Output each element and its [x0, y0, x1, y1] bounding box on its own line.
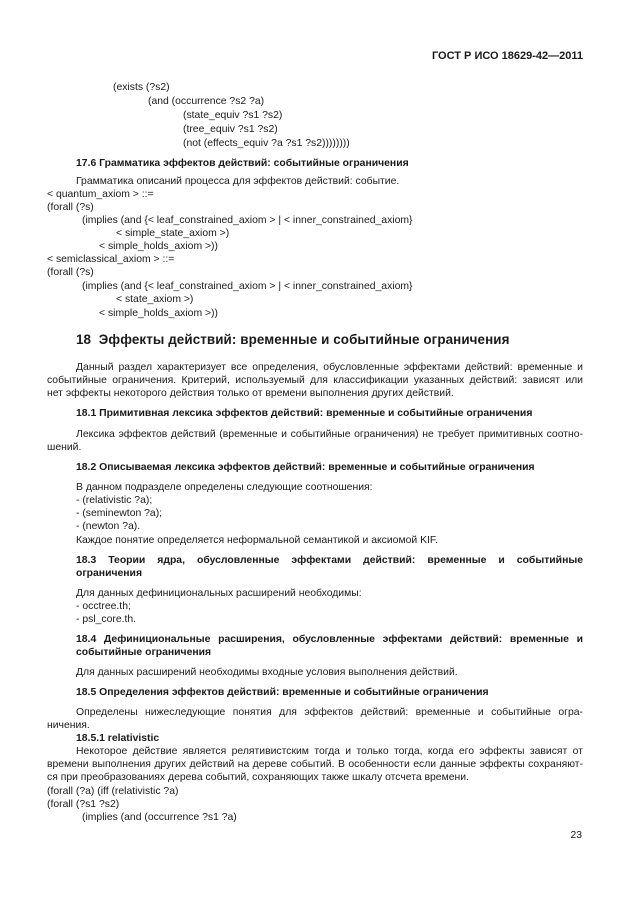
- section-heading-18-4-cont: событийные ограничения: [76, 647, 212, 658]
- code-line: < simple_holds_axiom >)): [99, 241, 218, 252]
- code-line: < quantum_axiom > ::=: [47, 189, 154, 200]
- section-heading-18-5: 18.5 Определения эффектов действий: временные и событийные ограничения: [76, 687, 489, 698]
- code-line: (implies (and {< leaf_constrained_axiom > | < inner_constrained_axiom}: [82, 215, 413, 226]
- code-line: (exists (?s2): [113, 82, 170, 93]
- paragraph-line: Лексика эффектов действий (временные и событийные ограничения) не требует примитивных соотно-: [76, 429, 583, 440]
- section-heading-18-1: 18.1 Примитивная лексика эффектов действий: временные и событийные ограничения: [76, 408, 533, 419]
- document-header: ГОСТ Р ИСО 18629-42—2011: [431, 50, 583, 62]
- code-line: (forall (?a) (iff (relativistic ?a): [47, 786, 179, 797]
- paragraph-line: нет эффекты некоторого действия только от времени выполнения других действий.: [47, 388, 454, 399]
- code-line: < semiclassical_axiom > ::=: [47, 254, 175, 265]
- code-line: < state_axiom >): [116, 294, 194, 305]
- section-heading-18-2: 18.2 Описываемая лексика эффектов действий: временные и событийные ограничения: [76, 462, 535, 473]
- list-item: - (relativistic ?a);: [76, 495, 153, 506]
- code-line: (and (occurrence ?s2 ?a): [148, 96, 265, 107]
- paragraph: В данном подразделе определены следующие соотношения:: [76, 482, 373, 493]
- section-heading-18-3-cont: ограничения: [76, 568, 143, 579]
- code-line: (implies (and (occurrence ?s1 ?a): [82, 812, 237, 823]
- paragraph-line: ничения.: [47, 720, 90, 731]
- code-line: < simple_state_axiom >): [116, 228, 230, 239]
- list-item: - occtree.th;: [76, 601, 131, 612]
- section-heading-17-6: 17.6 Грамматика эффектов действий: событийные ограничения: [76, 158, 409, 169]
- paragraph-line: ся при преобразованиях дерева событий, сохраняющих также шкалу отсчета времени.: [47, 772, 469, 783]
- page-number: 23: [570, 830, 582, 841]
- section-heading-18-5-1: 18.5.1 relativistic: [76, 733, 160, 744]
- list-item: - (newton ?a).: [76, 521, 141, 532]
- paragraph-line: событийные ограничения. Критерий, используемый для классификации указанных действий: зависят или: [47, 375, 583, 386]
- section-title: Эффекты действий: временные и событийные ограничения: [98, 332, 510, 347]
- paragraph-line: Определены нижеследующие понятия для эффектов действий: временные и событийные огра-: [76, 707, 583, 718]
- section-heading-18-4: 18.4 Дефинициональные расширения, обусловленные эффектами действий: временные и: [76, 634, 583, 645]
- code-line: (forall (?s): [47, 202, 94, 213]
- code-line: < simple_holds_axiom >)): [99, 308, 218, 319]
- paragraph-line: Некоторое действие является релятивистским тогда и только тогда, когда его эффекты зависят от: [76, 746, 583, 757]
- paragraph: Грамматика описаний процесса для эффектов действий: событие.: [76, 176, 400, 187]
- paragraph: Для данных дефинициональных расширений необходимы:: [76, 588, 362, 599]
- list-item: - psl_core.th.: [76, 614, 137, 625]
- code-line: (not (effects_equiv ?a ?s1 ?s2)))))))): [183, 138, 350, 149]
- code-line: (forall (?s1 ?s2): [47, 799, 120, 810]
- code-line: (tree_equiv ?s1 ?s2): [183, 124, 278, 135]
- code-line: (forall (?s): [47, 267, 94, 278]
- section-heading-18-3: 18.3 Теории ядра, обусловленные эффектами действий: временные и событийные: [76, 555, 583, 566]
- paragraph-line: Данный раздел характеризует все определения, обусловленные эффектами действий: временные и: [76, 362, 583, 373]
- paragraph-line: шений.: [47, 442, 82, 453]
- list-item: - (seminewton ?a);: [76, 508, 163, 519]
- section-number: 18: [76, 332, 92, 347]
- paragraph-line: времени выполнения других действий на дереве событий. В особенности если данные эффекты сохраняют-: [47, 759, 583, 770]
- paragraph: Для данных расширений необходимы входные условия выполнения действий.: [76, 667, 458, 678]
- code-line: (state_equiv ?s1 ?s2): [183, 110, 283, 121]
- paragraph: Каждое понятие определяется неформальной семантикой и аксиомой KIF.: [76, 535, 438, 546]
- section-heading-18: [76, 332, 510, 347]
- code-line: (implies (and {< leaf_constrained_axiom > | < inner_constrained_axiom}: [82, 281, 413, 292]
